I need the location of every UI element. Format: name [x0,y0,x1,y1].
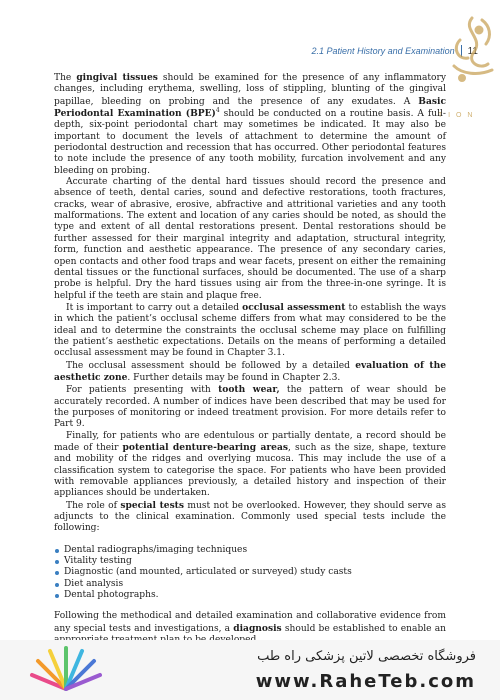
text-run: to establish the ways in which the patient’s occlusal scheme differs from what may considered to be the ideal and to determine the constraints the occlusal scheme may place on fulfilling the patient’s aesthetic expectations. Details on the means of performing a detailed occlusal assessment may be found in Chapter 3.1. [54,302,446,359]
bold-term: potential denture-bearing areas [122,442,288,453]
page-number: 11 [467,45,478,57]
list-item [54,545,446,556]
list-item-text: Dental radiographs/imaging techniques [64,544,248,555]
paragraph-denture-areas [54,431,446,500]
bold-term: special tests [120,499,185,511]
bullet-icon [55,571,59,575]
text-run: It is important to carry out a detailed [66,302,243,313]
list-item [54,579,446,590]
paragraph-special-tests [54,500,446,535]
footer-website-link[interactable]: www.RaheTeb.com [255,671,476,692]
footer-store-name: فروشگاه تخصصی لاتین پزشکی راه طب [257,649,476,664]
bold-term: evaluation of the aesthetic zone [54,359,446,383]
list-item-text: Diet analysis [64,578,124,589]
reference-superscript: 4 [215,107,220,114]
text-run: should be examined for the presence of any inflammatory changes, including erythema, swelling, loss of stippling, blunting of the gingival papillae, bleeding on probing and the presence of any exudates. A [54,73,446,107]
bullet-icon [55,583,59,587]
bold-term: tooth wear, [218,384,280,396]
special-tests-list [54,545,446,602]
bullet-icon [55,560,59,564]
list-item [54,567,446,578]
text-run: , such as the size, shape, texture and mobility of the ridges and overlying mucosa. This may include the use of a classification system to categorise the space. For patients who have been provided with removable appliances previously, a detailed history and inspection of their appliances should be undertaken. [54,443,446,499]
list-item-text: Vitality testing [64,556,132,567]
paragraph-aesthetic-zone [54,360,446,385]
colorful-fan-logo-icon [26,645,106,691]
paragraph-occlusal [54,302,446,360]
text-run: The role of [66,500,121,511]
section-title: 2.1 Patient History and Examination [311,46,455,56]
text-run: the pattern of wear should be accurately recorded. A number of indices have been described that may be used for the purposes of monitoring or indeed treatment provision. For more details refer to Part 9. [54,385,446,430]
paragraph-tooth-wear [54,384,446,430]
bullet-icon [55,549,59,553]
text-run: must not be overlooked. However, they should serve as adjuncts to the clinical examination. Commonly used special tests include the following: [54,500,446,534]
bold-term: diagnosis [233,622,282,634]
list-item-text: Diagnostic (and mounted, articulated or surveyed) study casts [64,567,352,578]
text-run: For patients presenting with [66,385,219,396]
text-run: should be conducted on a routine basis. A full-depth, six-point periodontal chart may sometimes be indicated. It may also be important to document the levels of attachment to determine the amount of periodontal destruction and recession that has occurred. Other periodontal features to note include the presence of any tooth mobility, furcation involvement and any bleeding on probing. [54,109,446,176]
text-run: The [54,73,77,83]
list-item [54,556,446,567]
text-run: Following the methodical and detailed examination and collaborative evidence from any special tests and investigations, a [54,611,446,634]
watermark-letters: T I O N [438,112,475,119]
list-item-text: Dental photographs. [64,590,159,601]
bold-term: Basic Periodontal Examination (BPE) [54,95,446,120]
bold-term: gingival tissues [76,72,158,83]
bold-term: occlusal assessment [242,301,346,313]
paragraph-hard-tissues: Accurate charting of the dental hard tissues should record the presence and absence of teeth, dental caries, sound and defective restorations, tooth fractures, cracks, wear of abrasive, erosive, abfractive and attritional varieties and any tooth malformations. The extent and location of any caries should be noted, as should the type and extent of all dental restorations present. Dental restorations should be further assessed for their marginal integrity and adaptation, structural integrity, form, function and aesthetic appearance. The presence of any secondary caries, open contacts and other food traps and wear facets, present on either the remaining dental tissues or the functional surfaces, should be documented. The use of a sharp probe is helpful. Dry the hard tissues using air from the three-in-one syringe. It is helpful if the teeth are stain and plaque free. [54,177,446,301]
text-run: Finally, for patients who are edentulous or partially dentate, a record should be made of their [54,430,446,453]
body-text [54,72,446,647]
text-run: The occlusal assessment should be followed by a detailed [66,360,356,371]
text-run: should be established to enable an [284,623,446,634]
paragraph-gingival [54,72,446,177]
text-run: . Further details may be found in Chapter 2.3. [127,372,341,383]
list-item [54,590,446,601]
bullet-icon [55,594,59,598]
